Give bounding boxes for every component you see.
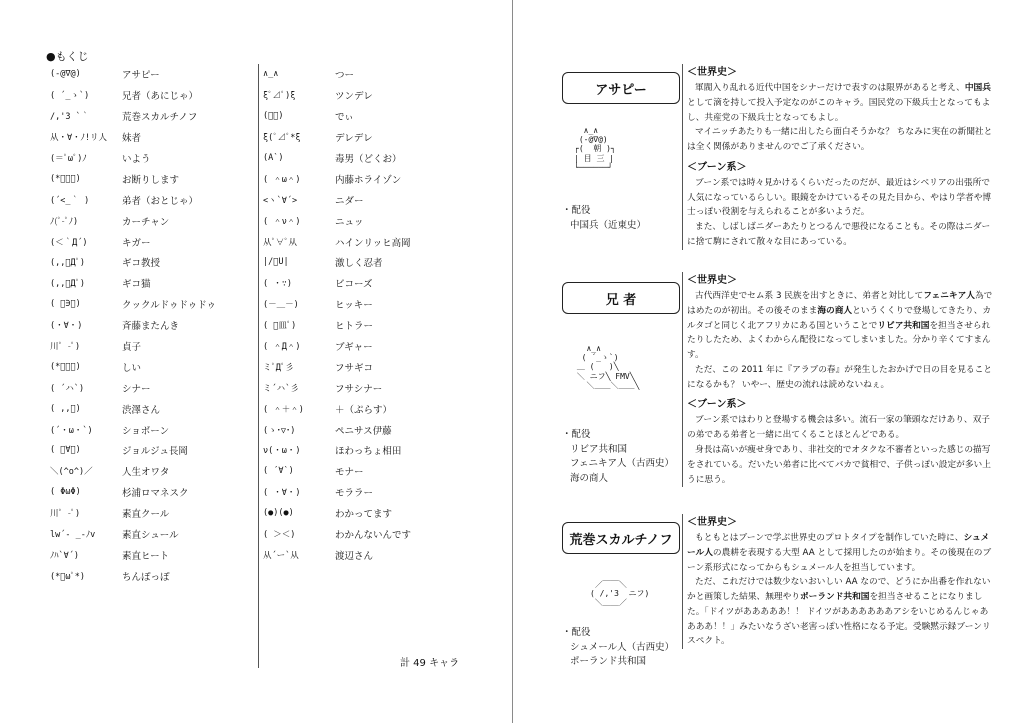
character-name: ニュッ xyxy=(335,216,364,228)
toc-entry xyxy=(50,210,250,231)
world-history-heading: ＜世界史＞ xyxy=(687,67,737,78)
ascii-art-face: ( ＾Д＾) xyxy=(263,342,301,353)
character-name: ビコーズ xyxy=(335,279,373,291)
character-name: 渋澤さん xyxy=(122,404,161,416)
character-name: 妹者 xyxy=(122,133,142,145)
ascii-art-face: ( ﾟ∀ﾟ) xyxy=(50,445,81,456)
ascii-art-face: |/ﾟU| xyxy=(263,257,289,268)
toc-entry xyxy=(50,565,250,586)
ascii-art-face: ( ＞＜) xyxy=(263,530,296,541)
ascii-art-face: /,'3 `｀ xyxy=(50,112,90,123)
character-name: わかんないんです xyxy=(335,530,412,542)
toc-entry xyxy=(50,440,250,461)
toc-entry xyxy=(263,168,471,189)
character-name: フサシナー xyxy=(335,383,383,395)
ascii-art-face: (－＿－) xyxy=(263,300,299,311)
role-item: リビア共和国 xyxy=(570,443,628,455)
ascii-art-face: ( ´ハ`) xyxy=(50,383,85,394)
character-name: 荒巻スカルチノフ xyxy=(122,112,198,124)
ascii-art-face: ( ,,ﾟ) xyxy=(50,403,81,414)
character-name: クックルドゥドゥドゥ xyxy=(122,300,217,312)
character-name: 貞子 xyxy=(122,342,142,354)
character-name: 激しく忍者 xyxy=(335,258,383,270)
section-body xyxy=(682,514,993,649)
character-name: 兄者（あにじゃ） xyxy=(122,91,199,103)
ascii-art-face: (・∀・) xyxy=(50,321,83,332)
world-history-text: 軍閥入り乱れる近代中国をシナーだけで表すのは限界があると考え、中国兵として滴を持して投入予定なのがこのキャラ。国民党の下級兵士となってもよし、共産党の下級兵士となってもよし。 xyxy=(687,83,991,123)
character-name: ジョルジュ長岡 xyxy=(122,446,188,458)
toc-entry xyxy=(263,482,471,503)
ascii-art-face: 川ﾟ -ﾟ) xyxy=(50,342,81,353)
ascii-art-face: ( ・∵) xyxy=(263,279,292,290)
ascii-art-face: 从ﾟ∀ﾟ从 xyxy=(263,237,298,248)
toc-entry xyxy=(263,273,471,294)
toc-entry xyxy=(263,524,471,545)
boon-text: ブーン系では時々見かけるくらいだったのだが、最近はシベリアの出張所で人気になっているらしい。眼鏡をかけているその見た目から、やはり学者や博士っぽい役割を与えられることが多いようだ。 xyxy=(687,177,992,218)
toc-entry xyxy=(50,106,250,127)
toc-entry xyxy=(263,210,471,231)
section-asapi xyxy=(560,64,992,264)
character-name: 渡辺さん xyxy=(335,550,374,562)
ascii-art-face: (＝ﾟωﾟ)ﾉ xyxy=(50,154,87,164)
character-name: 杉浦ロマネスク xyxy=(122,488,189,500)
character-name: ハインリッヒ高岡 xyxy=(335,237,411,249)
toc-entry xyxy=(50,398,250,419)
toc-entry xyxy=(263,231,471,252)
ascii-art-face: (´<_｀ ) xyxy=(50,195,90,206)
boon-text-2: 身長は高いが痩せ身であり、非社交的でオタクな不審者といった感じの描写をされている。だいたい弟者に比べてバカで貧相で、子供っぽい設定が多い上うに思う。 xyxy=(687,445,991,485)
character-name: ニダー xyxy=(335,195,364,207)
toc-entry xyxy=(50,544,250,565)
character-illustration: ∧_∧ (-@∇@) ┌( 朝 )┐ | 目 三 | └──────┘ xyxy=(574,126,616,172)
toc-entry xyxy=(263,336,471,357)
character-name: ＋（ぷらす） xyxy=(335,404,393,416)
character-name: ヒッキー xyxy=(335,300,373,312)
toc-entry xyxy=(50,461,250,482)
ascii-art-face: (ゝ･▽･) xyxy=(263,425,296,436)
section-body xyxy=(682,64,993,250)
character-name: キガー xyxy=(122,237,151,249)
ascii-art-face: ∧_∧ xyxy=(263,69,279,80)
ascii-art-face: ( ´_ゝ`) xyxy=(50,91,90,102)
ascii-art-face: <ヽ`∀´> xyxy=(263,195,298,206)
section-body xyxy=(682,272,993,487)
ascii-art-face: 从´ー`从 xyxy=(263,550,299,561)
character-name: 弟者（おとじゃ） xyxy=(122,195,199,207)
character-name-box: 荒巻スカルチノフ xyxy=(562,522,680,554)
ascii-art-face: ( ﾟ皿ﾟ) xyxy=(263,321,297,332)
character-name: アサピー xyxy=(122,70,160,82)
boon-heading: ＜ブーン系＞ xyxy=(687,399,747,411)
role-label: ・配役 xyxy=(562,205,591,216)
toc-entry xyxy=(263,148,471,169)
ascii-art-face: (-@∇@) xyxy=(50,69,81,80)
ascii-art-face: ( ﾟ∋ﾟ) xyxy=(50,299,81,310)
ascii-art-face: 川ﾟ -ﾟ) xyxy=(50,509,81,520)
section-aniji xyxy=(560,272,992,504)
boon-text: ブーン系ではわりと登場する機会は多い。流石一家の筆頭なだけあり、双子の弟である弟者と一緒に出てくることほとんどである。 xyxy=(687,415,990,441)
character-illustration: ／￣￣＼ ( /,'3 ニフ) ＼＿＿／ xyxy=(590,580,650,608)
ascii-art-face: ( ・∀・) xyxy=(263,488,301,499)
character-name: シナー xyxy=(122,383,151,395)
world-history-heading: ＜世界史＞ xyxy=(687,275,737,286)
toc-entry xyxy=(50,482,250,503)
role-item: 海の商人 xyxy=(570,473,609,485)
character-name: ショボーン xyxy=(122,425,170,437)
toc-entry xyxy=(50,168,250,189)
character-name: ギコ教授 xyxy=(122,258,161,270)
character-name: いよう xyxy=(122,154,151,165)
ascii-art-face: ν(・ω・) xyxy=(263,446,301,457)
character-illustration: ∧_∧ ( ´_ゝ`) ＿ ( )╲ ＼ ニフ╲ FMV╲ ＼＿＿＼＿＿╲ xyxy=(576,344,640,390)
toc-entry xyxy=(263,356,471,377)
character-name: 人生オワタ xyxy=(122,467,170,479)
toc-entry xyxy=(263,503,471,524)
ascii-art-face: (´・ω・`) xyxy=(50,425,93,436)
toc-entry xyxy=(50,231,250,252)
ascii-art-face: (ﾟー) xyxy=(263,111,284,122)
toc-entry xyxy=(263,544,471,565)
character-name: ちんぽっぽ xyxy=(122,571,170,583)
toc-entry xyxy=(263,85,471,106)
character-name: フサギコ xyxy=(335,362,374,374)
toc-entry xyxy=(263,440,471,461)
toc-entry xyxy=(263,377,471,398)
role-label: ・配役 xyxy=(562,627,591,638)
toc-entry xyxy=(50,503,250,524)
ascii-art-face: 从・∀・ﾉ!リ人 xyxy=(50,133,107,144)
toc-entry xyxy=(50,356,250,377)
toc-title: ●もくじ xyxy=(46,50,89,63)
toc-entry xyxy=(50,127,250,148)
section-aramaki xyxy=(560,514,992,684)
ascii-art-face: ( ΦωΦ) xyxy=(50,487,81,498)
ascii-art-face: lw´‐ _‐ﾉv xyxy=(50,530,96,541)
toc-entry xyxy=(263,127,471,148)
toc-entry xyxy=(50,524,250,545)
toc-entry xyxy=(50,315,250,336)
character-name: 素直シュール xyxy=(122,530,179,542)
role-item: シュメール人（古西史） xyxy=(570,641,675,653)
character-name: モナー xyxy=(335,467,364,479)
world-history-text: 古代西洋史でセム系 3 民族を出すときに、弟者と対比してフェニキア人為ではめたのが初出。その後そのまま海の商人というくくりで登場してきたり、カルタゴと同じく北アフリカにある国ということでリビア共和国を担当させられたりしたため、よくわからん配役になってしまいました。分かり辛くてすまんす。 xyxy=(687,291,993,361)
boon-text-2: また、しばしばニダーあたりとつるんで悪役になることも。その際はニダーに捨て駒にされて散々な目にあっている。 xyxy=(687,222,991,248)
character-name: 素直ヒート xyxy=(122,550,170,562)
world-history-heading: ＜世界史＞ xyxy=(687,517,737,528)
character-name: ヒトラー xyxy=(335,321,374,333)
ascii-art-face: ( ´∀`) xyxy=(263,466,294,477)
ascii-art-face: (,,ﾟДﾟ) xyxy=(50,258,85,269)
toc-entry xyxy=(50,273,250,294)
ascii-art-face: ＼(^o^)／ xyxy=(50,467,93,478)
ascii-art-face: ミﾟДﾟ彡 xyxy=(263,362,294,373)
ascii-art-face: (＜｀Д´) xyxy=(50,237,88,248)
toc-entry xyxy=(263,294,471,315)
toc-entry xyxy=(263,315,471,336)
role-item: フェニキア人（古西史） xyxy=(570,458,675,470)
ascii-art-face: ξﾟ⊿ﾟ)ξ xyxy=(263,91,296,102)
character-name: 素直クール xyxy=(122,509,170,521)
toc-entry xyxy=(263,252,471,273)
world-history-text-2: ただ、この 2011 年に『アラブの春』が発生したおかげで日の目を見ることになるかも？ いやー、歴史の流れは読めないねぇ。 xyxy=(687,364,992,390)
character-name: ツンデレ xyxy=(335,91,373,103)
world-history-text: もともとはブーンで学ぶ世界史のプロトタイプを制作していた時に、シュメール人の農耕を表現する大型 AA として採用したのが始まり。その後現在のブーン系形式になってからもシュメール人を担当しています。 xyxy=(687,533,992,573)
toc-entry xyxy=(50,85,250,106)
toc-entry xyxy=(50,252,250,273)
role-block xyxy=(562,428,674,487)
page-divider xyxy=(512,0,513,723)
character-name: わかってます xyxy=(335,509,393,521)
toc-entry xyxy=(50,64,250,85)
character-name-box: 兄 者 xyxy=(562,282,680,314)
ascii-art-face: (A`) xyxy=(263,153,284,163)
ascii-art-face: (*ﾟーﾟ) xyxy=(50,361,81,372)
ascii-art-face: ξ(ﾟ⊿ﾟ*ξ xyxy=(263,133,301,144)
character-name: カーチャン xyxy=(122,216,170,228)
character-name: モララー xyxy=(335,488,374,500)
role-item: 中国兵（近東史） xyxy=(570,219,647,231)
toc-entry xyxy=(263,106,471,127)
character-name: お断りします xyxy=(122,174,180,186)
toc-left-column xyxy=(50,64,250,586)
character-name-box: アサピー xyxy=(562,72,680,104)
character-name: しい xyxy=(122,362,142,374)
ascii-art-face: (●)(●) xyxy=(263,508,294,519)
ascii-art-face: (,,ﾟДﾟ) xyxy=(50,279,85,290)
ascii-art-face: ﾉ(ﾟ-ﾟﾉ) xyxy=(50,216,79,227)
world-history-text-2: ただ、これだけでは数少ないおいしい AA なので、どうにか出番を作れないかと画策した結果、無理やりポーランド共和国を担当させることになりました。「ドイツがあああああ！！ ドイツがああああああアシをいじめるんじゃああああ！！」みたいなうざい老害っぽい性格になる予定。受験黙示録ブーンリスペクト。 xyxy=(687,577,991,647)
toc-entry xyxy=(263,461,471,482)
toc-entry xyxy=(50,294,250,315)
toc-entry xyxy=(50,377,250,398)
toc-entry xyxy=(50,189,250,210)
role-item: ポーランド共和国 xyxy=(570,656,647,668)
ascii-art-face: ( ＾ν＾) xyxy=(263,216,301,227)
character-name: でぃ xyxy=(335,112,354,124)
character-name: ギコ猫 xyxy=(122,279,151,291)
ascii-art-face: ミ´ハ`彡 xyxy=(263,383,299,394)
toc-entry xyxy=(50,336,250,357)
toc-right-column xyxy=(258,64,471,668)
boon-heading: ＜ブーン系＞ xyxy=(687,161,747,173)
role-label: ・配役 xyxy=(562,429,591,440)
ascii-art-face: ( ＾ω＾) xyxy=(263,174,301,185)
character-name: 毒男（どくお） xyxy=(335,154,402,165)
character-name: ブギャー xyxy=(335,342,373,354)
toc-total: 計 49 キャラ xyxy=(400,658,460,669)
toc-entry xyxy=(263,419,471,440)
character-name: 内藤ホライゾン xyxy=(335,174,402,186)
character-name: ほわっちょ相田 xyxy=(335,446,402,458)
character-name: デレデレ xyxy=(335,133,373,145)
toc-entry xyxy=(263,398,471,419)
character-name: 斉藤またんき xyxy=(122,321,180,333)
ascii-art-face: ( ＾＋＾) xyxy=(263,404,304,415)
ascii-art-face: (*ﾟωﾟ*) xyxy=(50,571,85,582)
toc-entry xyxy=(50,419,250,440)
character-name: ペニサス伊藤 xyxy=(335,425,392,437)
world-history-text-2: マイニッチあたりも一緒に出したら面白そうかな？ ちなみに実在の新聞社とは全く関係がありませんのでご了承ください。 xyxy=(687,127,993,153)
ascii-art-face: ﾉﾊ`∀´) xyxy=(50,550,79,561)
toc-entry xyxy=(263,189,471,210)
toc-entry xyxy=(263,64,471,85)
character-name: つー xyxy=(335,70,355,82)
toc-entry xyxy=(50,148,250,169)
ascii-art-face: (*ﾟーﾟ) xyxy=(50,173,81,184)
role-block xyxy=(562,204,646,233)
role-block xyxy=(562,626,674,670)
